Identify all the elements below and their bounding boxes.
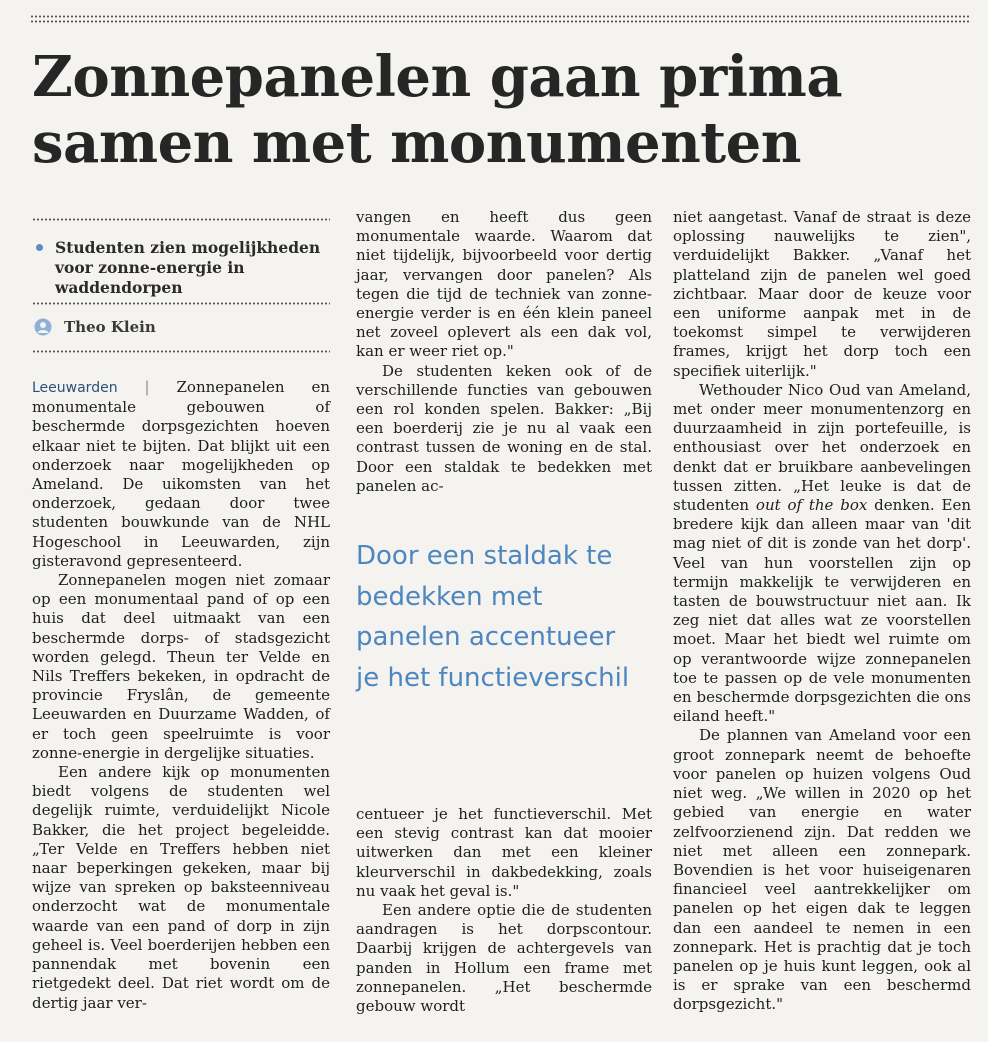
paragraph: Zonnepanelen mogen niet zomaar op een monumentaal pand of op een huis dat deel uitmaakt van een beschermde dorps- of stadsgezicht worden gelegd. Theun ter Velde en Nils Treffers bekeken, in opdracht de provincie Fryslân, de gemeente Leeuwarden en Duurzame Wadden, of er toch geen speelruimte is voor zonne-energie in dergelijke situaties. [32, 571, 330, 762]
dateline: Leeuwarden [32, 380, 118, 396]
person-icon [34, 318, 52, 336]
column-3 [673, 208, 971, 1015]
emphasis-text: out of the box [755, 496, 868, 515]
lead [32, 238, 332, 298]
paragraph: De plannen van Ameland voor een groot zonnepark neemt de behoefte voor panelen op huizen volgens Oud niet weg. „We willen in 2020 op het gebied van energie en water zelfvoorzienend zijn. Dat redden we niet met alleen een zonnepark. Bovendien is het voor huiseigenaren financieel veel aantrekkelijker om panelen op het eigen dak te leggen dan een aandeel te nemen in een zonnepark. Het is prachtig dat je toch panelen op je huis kunt leggen, ook al is er sprake van een beschermd dorpsgezicht." [673, 726, 971, 1014]
paragraph-text: denken. Een bredere kijk dan alleen maar van 'dit mag niet of dit is zonde van het dorp'. Veel van hun voorstellen zijn op termijn makkelijk te verwijderen en tasten de bouwstructuur niet aan. Ik zeg niet dat alles wat ze voorstellen moet. Maar het biedt wel ruimte om op verantwoorde wijze zonnepanelen toe te passen op de vele monumenten en beschermde dorpsgezichten die ons eiland heeft." [673, 496, 971, 726]
bullet-icon [36, 244, 43, 251]
paragraph: De studenten keken ook of de verschillende functies van gebouwen een rol konden spelen. Bakker: „Bij een boerderij zie je nu al vaak een contrast tussen de woning en de stal. Door een staldak te bedekken met panelen ac- [356, 361, 652, 495]
column-2-top [356, 208, 652, 496]
author-name: Theo Klein [64, 318, 156, 336]
paragraph: centueer je het functieverschil. Met een stevig contrast kan dat mooier uitwerken dan met een kleiner kleurverschil in dakbedekking, zoals nu vaak het geval is." [356, 805, 652, 900]
paragraph-text: Zonnepanelen en monumentale gebouwen of beschermde dorpsgezichten hoeven elkaar niet te bijten. Dat blijkt uit een onderzoek naar mogelijkheden op Ameland. De uikomsten van het onderzoek, gedaan door twee studenten bouwkunde van de NHL Hogeschool in Leeuwarden, zijn gisteravond gepresenteerd. [32, 378, 330, 570]
top-dotted-rule [30, 14, 970, 24]
paragraph-text: Wethouder Nico Oud van Ameland, met onder meer monumentenzorg en duurzaamheid in zijn portefeuille, is enthousiast over het onderzoek en denkt dat er bruikbare aanbevelingen tussen zitten. „Het leuke is dat de studenten [673, 380, 971, 515]
lead-text: Studenten zien mogelijkheden voor zonne-energie in waddendorpen [55, 238, 321, 297]
lead-rule-top [32, 218, 330, 221]
byline [34, 318, 156, 336]
lead-rule-bottom [32, 302, 330, 305]
pull-quote: Door een staldak te bedekken met panelen accentueer je het functieverschil [356, 541, 630, 693]
column-2-bottom [356, 805, 652, 1016]
paragraph: niet aangetast. Vanaf de straat is deze oplossing nauwelijks te zien", verduidelijkt Bakker. „Vanaf het platteland zijn de panelen wel goed zichtbaar. Maar door de keuze voor een uniforme aanpak met in de toekomst simpel te verwijderen frames, krijgt het dorp toch een specifiek uiterlijk." [673, 208, 971, 380]
dateline-separator: | [144, 378, 150, 396]
paragraph: Een andere optie die de studenten aandragen is het dorpscontour. Daarbij krijgen de achtergevels van panden in Hollum een frame met zonnepanelen. „Het beschermde gebouw wordt [356, 901, 652, 1016]
paragraph: vangen en heeft dus geen monumentale waarde. Waarom dat niet tijdelijk, bijvoorbeeld voor dertig jaar, vervangen door panelen? Als tegen die tijd de techniek van zonne-energie verder is en één klein paneel net zoveel oplevert als een dak vol, kan er weer riet op." [356, 208, 652, 361]
column-1 [32, 378, 330, 1013]
paragraph [32, 378, 330, 571]
paragraph [673, 381, 971, 727]
paragraph: Een andere kijk op monumenten biedt volgens de studenten wel degelijk ruimte, verduidelijkt Nicole Bakker, die het project begeleidde. „Ter Velde en Treffers hebben niet naar beperkingen gekeken, maar bij wijze van spreken op baksteenniveau onderzocht wat de monumentale waarde van een pand of dorp in zijn geheel is. Veel boerderijen hebben een pannendak met bovenin een rietgedekt deel. Dat riet wordt om de dertig jaar ver- [32, 763, 330, 1012]
headline: Zonnepanelen gaan prima samen met monumenten [32, 44, 843, 176]
byline-rule [32, 350, 330, 353]
